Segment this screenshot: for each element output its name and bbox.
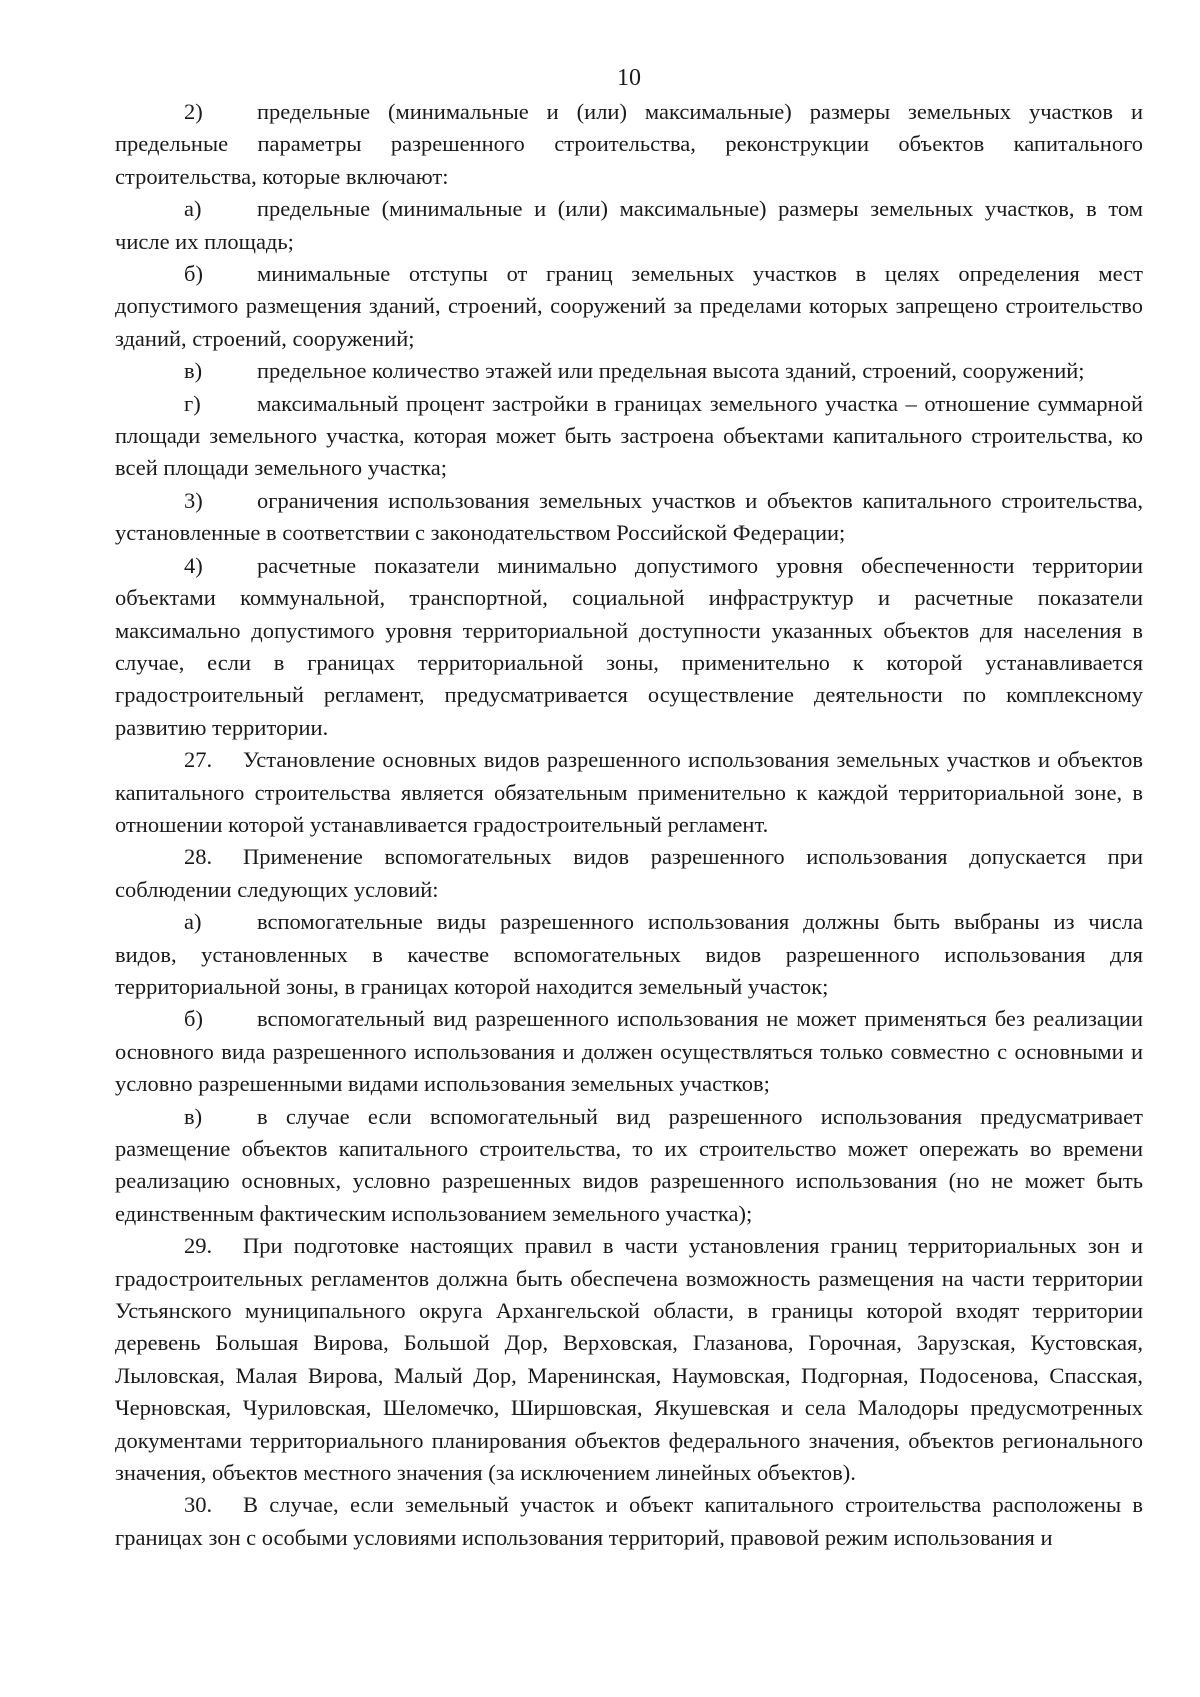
paragraph-text: вспомогательный вид разрешенного использования не может применяться без реализации основного вида разрешенного использования и должен осуществляться только совместно с основными и условно разрешенными видами использования земельных участков;	[115, 1006, 1143, 1097]
paragraph-marker: 3)	[184, 487, 203, 513]
paragraph	[115, 906, 1143, 1003]
paragraph	[115, 744, 1143, 841]
paragraph-marker: б)	[184, 261, 203, 287]
paragraph-marker: 29.	[184, 1233, 213, 1259]
paragraph-text: Установление основных видов разрешенного использования земельных участков и объектов капитального строительства является обязательным применительно к каждой территориальной зоне, в отношении которой устанавливается градостроительный регламент.	[115, 747, 1143, 837]
paragraph-marker: а)	[184, 196, 202, 222]
paragraph	[115, 388, 1143, 485]
paragraph-marker: г)	[184, 390, 201, 416]
paragraph-marker: 27.	[184, 747, 213, 773]
paragraph-marker: 30.	[184, 1492, 213, 1518]
paragraph	[115, 258, 1143, 355]
paragraph-text: В случае, если земельный участок и объект капитального строительства расположены в границах зон с особыми условиями использования территорий, правовой режим использования и	[115, 1492, 1143, 1550]
paragraph	[115, 96, 1143, 193]
paragraph-text: предельные (минимальные и (или) максимальные) размеры земельных участков, в том числе их площадь;	[115, 196, 1143, 254]
paragraph	[115, 1489, 1143, 1554]
paragraph-text: При подготовке настоящих правил в части установления границ территориальных зон и градостроительных регламентов должна быть обеспечена возможность размещения на части территории Устьянского муниципального округа Архангельской области, в границы которой входят территории деревень Большая Вирова, Большой Дор, Верховская, Глазанова, Горочная, Зарузская, Кустовская, Лыловская, Малая Вирова, Малый Дор, Маренинская, Наумовская, Подгорная, Подосенова, Спасская, Черновская, Чуриловская, Шеломечко, Ширшовская, Якушевская и села Малодоры предусмотренных документами территориального планирования объектов федерального значения, объектов регионального значения, объектов местного значения (за исключением линейных объектов).	[115, 1233, 1143, 1486]
paragraph-text: Применение вспомогательных видов разрешенного использования допускается при соблюдении следующих условий:	[115, 844, 1143, 902]
paragraph	[115, 355, 1143, 387]
paragraph-marker: 4)	[184, 552, 203, 578]
paragraph	[115, 841, 1143, 906]
paragraph-marker: а)	[184, 909, 202, 935]
paragraph-marker: 28.	[184, 844, 213, 870]
page-number: 10	[617, 65, 641, 91]
paragraph	[115, 1003, 1143, 1100]
paragraph	[115, 550, 1143, 744]
paragraph	[115, 1101, 1143, 1231]
document-body	[115, 96, 1143, 1554]
paragraph-text: ограничения использования земельных участков и объектов капитального строительства, установленные в соответствии с законодательством Российской Федерации;	[115, 487, 1143, 546]
paragraph-text: предельное количество этажей или предельная высота зданий, строений, сооружений;	[257, 358, 1085, 384]
paragraph-text: максимальный процент застройки в границах земельного участка – отношение суммарной площади земельного участка, которая может быть застроена объектами капитального строительства, ко всей площади земельного участка;	[115, 390, 1143, 481]
paragraph-text: минимальные отступы от границ земельных участков в целях определения мест допустимого размещения зданий, строений, сооружений за пределами которых запрещено строительство зданий, строений, сооружений;	[115, 261, 1143, 351]
paragraph-marker: б)	[184, 1006, 203, 1032]
paragraph	[115, 485, 1143, 550]
paragraph-marker: в)	[184, 1103, 203, 1129]
paragraph-text: вспомогательные виды разрешенного использования должны быть выбраны из числа видов, установленных в качестве вспомогательных видов разрешенного использования для территориальной зоны, в границах которой находится земельный участок;	[115, 909, 1143, 999]
paragraph-marker: 2)	[184, 99, 203, 124]
document-page	[115, 62, 1143, 1554]
paragraph-text: расчетные показатели минимально допустимого уровня обеспеченности территории объектами коммунальной, транспортной, социальной инфраструктур и расчетные показатели максимально допустимого уровня территориальной доступности указанных объектов для населения в случае, если в границах территориальной зоны, применительно к которой устанавливается градостроительный регламент, предусматривается осуществление деятельности по комплексному развитию территории.	[115, 552, 1143, 740]
paragraph	[115, 193, 1143, 258]
paragraph-marker: в)	[184, 358, 203, 384]
paragraph-text: в случае если вспомогательный вид разрешенного использования предусматривает размещение объектов капитального строительства, то их строительство может опережать во времени реализацию основных, условно разрешенных видов разрешенного использования (но не может быть единственным фактическим использованием земельного участка);	[115, 1103, 1143, 1226]
paragraph-text: предельные (минимальные и (или) максимальные) размеры земельных участков и предельные параметры разрешенного строительства, реконструкции объектов капитального строительства, которые включают:	[115, 99, 1143, 189]
paragraph	[115, 1230, 1143, 1489]
